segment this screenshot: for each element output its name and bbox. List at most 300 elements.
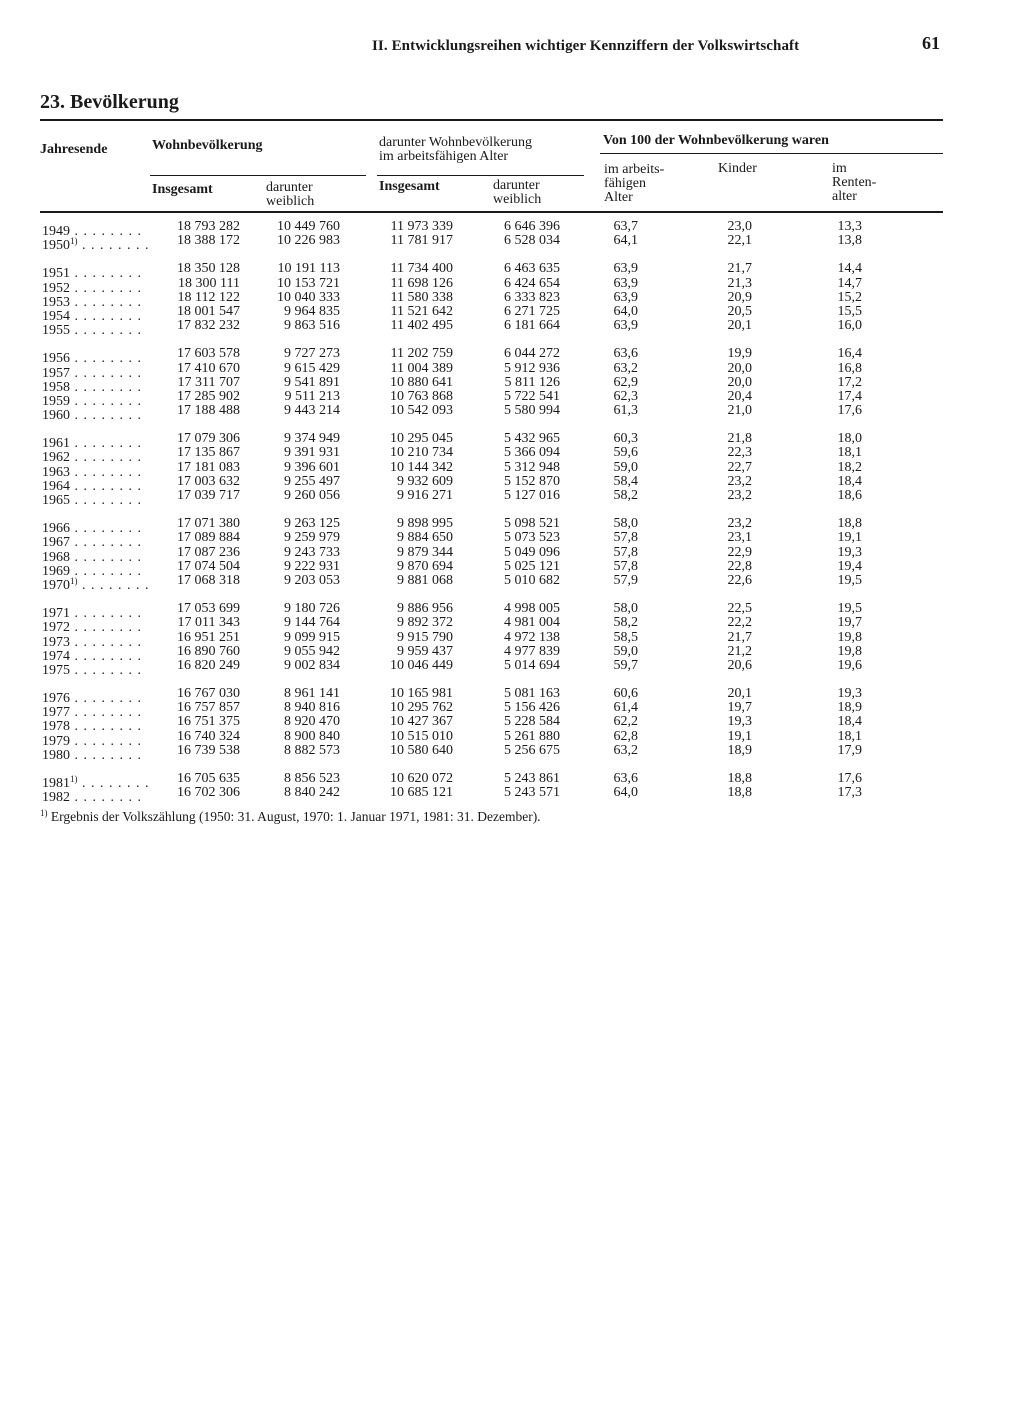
working-age-female-cell: 5 025 121 (504, 558, 560, 574)
working-age-total-cell: 9 915 790 (397, 629, 453, 645)
year-value: 1962 (42, 450, 70, 466)
pct-working-age-cell: 59,6 (613, 445, 638, 461)
population-female-cell: 8 840 242 (284, 785, 340, 801)
pct-retired-cell: 19,1 (837, 530, 862, 546)
population-total-cell: 17 071 380 (177, 516, 240, 532)
pct-working-age-cell: 64,1 (613, 233, 638, 249)
year-value: 1972 (42, 620, 70, 636)
population-total-cell: 17 311 707 (177, 374, 240, 390)
row-group (0, 516, 1024, 593)
leader-dots: . . . . . . . . (70, 705, 142, 721)
pct-retired-cell: 14,7 (837, 275, 862, 291)
pct-working-age-cell: 58,0 (613, 601, 638, 617)
year-cell (42, 234, 150, 254)
working-age-female-cell: 5 127 016 (504, 488, 560, 503)
pct-children-cell: 22,9 (727, 544, 752, 560)
pct-working-age-cell: 62,8 (613, 728, 638, 744)
working-age-total-cell: 11 781 917 (390, 233, 453, 249)
leader-dots: . . . . . . . . (70, 393, 142, 409)
population-female-cell: 9 180 726 (284, 601, 340, 617)
year-value: 1960 (42, 408, 70, 424)
leader-dots: . . . . . . . . (70, 535, 142, 551)
pct-retired-cell: 16,4 (837, 346, 862, 362)
population-total-cell: 17 074 504 (177, 558, 240, 574)
pct-retired-cell: 18,1 (837, 728, 862, 744)
working-age-female-cell: 5 432 965 (504, 431, 560, 447)
working-age-total-cell: 11 734 400 (390, 261, 453, 277)
year-value: 1977 (42, 705, 70, 721)
pct-children-cell: 19,7 (727, 700, 752, 716)
population-female-cell: 8 900 840 (284, 728, 340, 744)
year-value: 1964 (42, 478, 70, 494)
leader-dots: . . . . . . . . (70, 634, 142, 650)
working-age-female-cell: 5 256 675 (504, 742, 560, 758)
leader-dots: . . . . . . . . (70, 294, 142, 310)
population-total-cell: 17 285 902 (177, 388, 240, 404)
population-female-cell: 9 203 053 (284, 572, 340, 588)
column-header-group1-female-line2: weiblich (266, 194, 315, 209)
population-total-cell: 18 001 547 (177, 303, 240, 319)
pct-working-age-cell: 61,4 (613, 700, 638, 716)
working-age-total-cell: 9 932 609 (397, 473, 453, 489)
working-age-total-cell: 10 580 640 (390, 742, 453, 758)
working-age-female-cell: 5 014 694 (504, 657, 560, 673)
pct-working-age-cell: 59,7 (613, 657, 638, 673)
pct-working-age-cell: 58,5 (613, 629, 638, 645)
table-row (0, 742, 1024, 763)
table-row (0, 544, 1024, 565)
pct-working-age-cell: 62,9 (613, 374, 638, 390)
working-age-total-cell: 10 542 093 (390, 403, 453, 419)
rule-group1 (150, 175, 366, 176)
year-value: 1956 (42, 351, 70, 367)
table-row (0, 374, 1024, 395)
working-age-total-cell: 9 959 437 (397, 643, 453, 659)
leader-dots: . . . . . . . . (70, 351, 142, 367)
working-age-female-cell: 5 010 682 (504, 572, 560, 588)
year-value: 1974 (42, 648, 70, 664)
table-row (0, 261, 1024, 282)
leader-dots: . . . . . . . . (70, 790, 142, 806)
population-total-cell: 16 767 030 (177, 686, 240, 702)
column-header-group2-line2: im arbeitsfähigen Alter (379, 149, 509, 164)
pct-children-cell: 22,8 (727, 558, 752, 574)
footnote-text: Ergebnis der Volkszählung (1950: 31. August, 1970: 1. Januar 1971, 1981: 31. Dezember). (50, 809, 541, 824)
population-female-cell: 9 374 949 (284, 431, 340, 447)
population-female-cell: 9 243 733 (284, 544, 340, 560)
column-header-pct-retired-line1: im (832, 161, 847, 176)
working-age-female-cell: 6 424 654 (504, 275, 560, 291)
table-row (0, 303, 1024, 324)
column-header-group2-line1: darunter Wohnbevölkerung (379, 135, 532, 150)
year-value: 1975 (42, 662, 70, 678)
footnote-marker: 1) (40, 808, 48, 818)
pct-children-cell: 22,3 (727, 445, 752, 461)
pct-retired-cell: 17,9 (837, 742, 862, 758)
row-group (0, 431, 1024, 508)
population-female-cell: 9 443 214 (284, 403, 340, 419)
population-total-cell: 16 751 375 (177, 714, 240, 730)
leader-dots: . . . . . . . . (70, 493, 142, 508)
pct-working-age-cell: 63,9 (613, 289, 638, 305)
pct-working-age-cell: 58,2 (613, 488, 638, 503)
leader-dots: . . . . . . . . (70, 606, 142, 622)
pct-retired-cell: 17,3 (837, 785, 862, 801)
working-age-total-cell: 9 886 956 (397, 601, 453, 617)
working-age-female-cell: 5 081 163 (504, 686, 560, 702)
working-age-female-cell: 5 243 861 (504, 771, 560, 786)
working-age-female-cell: 6 181 664 (504, 318, 560, 334)
leader-dots: . . . . . . . . (70, 408, 142, 424)
pct-working-age-cell: 57,9 (613, 572, 638, 588)
column-header-year: Jahresende (40, 142, 108, 157)
year-value: 1979 (42, 733, 70, 749)
working-age-female-cell: 6 271 725 (504, 303, 560, 319)
pct-retired-cell: 15,2 (837, 289, 862, 305)
working-age-total-cell: 11 521 642 (390, 303, 453, 319)
pct-retired-cell: 19,6 (837, 657, 862, 673)
population-female-cell: 9 396 601 (284, 459, 340, 475)
pct-retired-cell: 18,0 (837, 431, 862, 447)
year-value: 1968 (42, 549, 70, 565)
population-female-cell: 9 391 931 (284, 445, 340, 461)
pct-working-age-cell: 62,2 (613, 714, 638, 730)
year-value: 1965 (42, 493, 70, 508)
population-total-cell: 18 300 111 (178, 275, 240, 291)
pct-retired-cell: 19,8 (837, 643, 862, 659)
page-number: 61 (922, 33, 940, 53)
table-row (0, 403, 1024, 424)
working-age-total-cell: 10 515 010 (390, 728, 453, 744)
column-header-group3: Von 100 der Wohnbevölkerung waren (603, 133, 829, 148)
column-header-group2-female-line2: weiblich (493, 192, 542, 207)
leader-dots: . . . . . . . . (70, 521, 142, 537)
table-row (0, 572, 1024, 593)
year-value: 1949 (42, 224, 70, 239)
population-female-cell: 9 222 931 (284, 558, 340, 574)
population-total-cell: 18 388 172 (177, 233, 240, 249)
working-age-female-cell: 6 463 635 (504, 261, 560, 277)
working-age-female-cell: 5 580 994 (504, 403, 560, 419)
pct-working-age-cell: 58,2 (613, 615, 638, 631)
year-value: 1961 (42, 436, 70, 452)
leader-dots: . . . . . . . . (70, 365, 142, 381)
population-total-cell: 17 181 083 (177, 459, 240, 475)
leader-dots: . . . . . . . . (70, 648, 142, 664)
pct-working-age-cell: 63,9 (613, 261, 638, 277)
working-age-female-cell: 4 998 005 (504, 601, 560, 617)
population-total-cell: 17 079 306 (177, 431, 240, 447)
pct-retired-cell: 18,9 (837, 700, 862, 716)
pct-retired-cell: 17,6 (837, 771, 862, 786)
year-value: 1959 (42, 393, 70, 409)
population-female-cell: 9 541 891 (284, 374, 340, 390)
table-row (0, 771, 1024, 791)
population-total-cell: 17 410 670 (177, 360, 240, 376)
pct-children-cell: 23,0 (727, 219, 752, 234)
pct-retired-cell: 19,3 (837, 544, 862, 560)
leader-dots: . . . . . . . . (70, 323, 142, 339)
year-cell (42, 489, 142, 508)
row-group (0, 601, 1024, 678)
leader-dots: . . . . . . . . (70, 747, 142, 763)
working-age-female-cell: 6 528 034 (504, 233, 560, 249)
working-age-total-cell: 10 046 449 (390, 657, 453, 673)
year-footnote-marker: 1) (70, 236, 78, 247)
working-age-female-cell: 5 261 880 (504, 728, 560, 744)
leader-dots: . . . . . . . . (70, 478, 142, 494)
population-female-cell: 8 856 523 (284, 771, 340, 786)
population-female-cell: 10 040 333 (277, 289, 340, 305)
pct-children-cell: 23,2 (727, 473, 752, 489)
row-group (0, 346, 1024, 424)
column-header-group1: Wohnbevölkerung (152, 138, 263, 153)
population-female-cell: 9 002 834 (284, 657, 340, 673)
table-row (0, 785, 1024, 806)
population-female-cell: 9 263 125 (284, 516, 340, 532)
pct-working-age-cell: 58,4 (613, 473, 638, 489)
table-row (0, 431, 1024, 452)
population-female-cell: 9 259 979 (284, 530, 340, 546)
leader-dots: . . . . . . . . (70, 662, 142, 678)
working-age-total-cell: 11 402 495 (390, 318, 453, 334)
table-row (0, 629, 1024, 650)
year-cell (42, 404, 142, 423)
working-age-female-cell: 5 049 096 (504, 544, 560, 560)
population-female-cell: 9 964 835 (284, 303, 340, 319)
table-row (0, 601, 1024, 622)
leader-dots: . . . . . . . . (70, 308, 142, 324)
row-group (0, 261, 1024, 339)
column-header-pct-work-line3: Alter (604, 190, 633, 205)
table-row (0, 686, 1024, 707)
year-cell (42, 319, 142, 338)
year-value: 1976 (42, 691, 70, 707)
pct-children-cell: 22,7 (727, 459, 752, 475)
leader-dots: . . . . . . . . (70, 266, 142, 282)
pct-working-age-cell: 63,2 (613, 742, 638, 758)
pct-working-age-cell: 63,9 (613, 318, 638, 334)
population-female-cell: 9 511 213 (284, 388, 340, 404)
population-female-cell: 8 920 470 (284, 714, 340, 730)
year-value: 1955 (42, 323, 70, 339)
year-value: 1982 (42, 790, 70, 806)
working-age-female-cell: 5 152 870 (504, 473, 560, 489)
population-total-cell: 17 089 884 (177, 530, 240, 546)
pct-children-cell: 19,3 (727, 714, 752, 730)
population-female-cell: 9 255 497 (284, 473, 340, 489)
pct-children-cell: 18,8 (727, 771, 752, 786)
table-row (0, 643, 1024, 664)
pct-working-age-cell: 60,6 (613, 686, 638, 702)
year-value: 1958 (42, 379, 70, 395)
table-row (0, 615, 1024, 636)
pct-retired-cell: 15,5 (837, 303, 862, 319)
year-footnote-marker: 1) (70, 575, 78, 586)
population-total-cell: 17 011 343 (177, 615, 240, 631)
working-age-total-cell: 10 295 762 (390, 700, 453, 716)
pct-retired-cell: 19,5 (837, 601, 862, 617)
working-age-female-cell: 5 366 094 (504, 445, 560, 461)
pct-retired-cell: 18,6 (837, 488, 862, 503)
working-age-female-cell: 5 156 426 (504, 700, 560, 716)
year-value: 1966 (42, 521, 70, 537)
column-header-group1-total: Insgesamt (152, 182, 213, 197)
working-age-female-cell: 5 912 936 (504, 360, 560, 376)
column-header-group1-female-line1: darunter (266, 180, 313, 195)
working-age-female-cell: 4 972 138 (504, 629, 560, 645)
pct-working-age-cell: 63,7 (613, 219, 638, 234)
population-female-cell: 9 863 516 (284, 318, 340, 334)
pct-children-cell: 20,1 (727, 318, 752, 334)
table-row (0, 473, 1024, 494)
pct-working-age-cell: 59,0 (613, 459, 638, 475)
working-age-total-cell: 11 698 126 (390, 275, 453, 291)
population-female-cell: 9 727 273 (284, 346, 340, 362)
working-age-total-cell: 11 004 389 (390, 360, 453, 376)
pct-working-age-cell: 57,8 (613, 544, 638, 560)
table-row (0, 445, 1024, 466)
population-total-cell: 16 757 857 (177, 700, 240, 716)
population-female-cell: 9 099 915 (284, 629, 340, 645)
population-female-cell: 8 940 816 (284, 700, 340, 716)
population-total-cell: 18 112 122 (177, 289, 240, 305)
working-age-total-cell: 9 881 068 (397, 572, 453, 588)
column-header-group2-total: Insgesamt (379, 179, 440, 194)
population-total-cell: 17 832 232 (177, 318, 240, 334)
population-female-cell: 10 191 113 (277, 261, 340, 277)
pct-children-cell: 21,2 (727, 643, 752, 659)
year-value: 1973 (42, 634, 70, 650)
year-value: 1957 (42, 365, 70, 381)
working-age-total-cell: 9 870 694 (397, 558, 453, 574)
population-total-cell: 16 951 251 (177, 629, 240, 645)
pct-working-age-cell: 57,8 (613, 558, 638, 574)
leader-dots: . . . . . . . . (70, 464, 142, 480)
population-female-cell: 10 449 760 (277, 219, 340, 234)
table-row (0, 346, 1024, 367)
pct-retired-cell: 19,3 (837, 686, 862, 702)
working-age-total-cell: 10 165 981 (390, 686, 453, 702)
rule-header-bottom (40, 211, 943, 213)
working-age-total-cell: 10 880 641 (390, 374, 453, 390)
table-body (0, 219, 1024, 806)
pct-retired-cell: 18,4 (837, 473, 862, 489)
year-value: 1981 (42, 776, 70, 791)
pct-working-age-cell: 63,9 (613, 275, 638, 291)
pct-retired-cell: 18,4 (837, 714, 862, 730)
column-header-pct-work-line2: fähigen (604, 176, 646, 191)
leader-dots: . . . . . . . . (70, 450, 142, 466)
table-row (0, 488, 1024, 508)
year-cell (42, 786, 142, 805)
table-row (0, 657, 1024, 678)
population-total-cell: 17 039 717 (177, 488, 240, 503)
pct-retired-cell: 19,4 (837, 558, 862, 574)
working-age-total-cell: 10 144 342 (390, 459, 453, 475)
pct-retired-cell: 13,8 (837, 233, 862, 249)
year-value: 1980 (42, 747, 70, 763)
pct-children-cell: 23,2 (727, 516, 752, 532)
working-age-total-cell: 9 898 995 (397, 516, 453, 532)
pct-working-age-cell: 59,0 (613, 643, 638, 659)
pct-children-cell: 19,1 (727, 728, 752, 744)
table-row (0, 700, 1024, 721)
pct-retired-cell: 19,7 (837, 615, 862, 631)
population-female-cell: 10 153 721 (277, 275, 340, 291)
pct-working-age-cell: 57,8 (613, 530, 638, 546)
running-head: II. Entwicklungsreihen wichtiger Kennziffern der Volkswirtschaft (372, 38, 800, 54)
working-age-female-cell: 5 073 523 (504, 530, 560, 546)
pct-working-age-cell: 64,0 (613, 303, 638, 319)
population-total-cell: 17 603 578 (177, 346, 240, 362)
year-value: 1969 (42, 563, 70, 579)
column-header-pct-retired-line2: Renten- (832, 175, 877, 190)
working-age-female-cell: 6 646 396 (504, 219, 560, 234)
leader-dots: . . . . . . . . (70, 549, 142, 565)
pct-retired-cell: 17,2 (837, 374, 862, 390)
rule-group3 (600, 153, 943, 154)
population-female-cell: 9 260 056 (284, 488, 340, 503)
pct-children-cell: 20,9 (727, 289, 752, 305)
population-total-cell: 16 740 324 (177, 728, 240, 744)
pct-children-cell: 18,9 (727, 742, 752, 758)
pct-retired-cell: 13,3 (837, 219, 862, 234)
population-total-cell: 18 350 128 (177, 261, 240, 277)
population-total-cell: 17 068 318 (177, 572, 240, 588)
working-age-female-cell: 5 312 948 (504, 459, 560, 475)
pct-children-cell: 22,2 (727, 615, 752, 631)
leader-dots: . . . . . . . . (70, 379, 142, 395)
working-age-total-cell: 10 763 868 (390, 388, 453, 404)
pct-working-age-cell: 63,6 (613, 771, 638, 786)
year-footnote-marker: 1) (70, 774, 78, 784)
population-total-cell: 18 793 282 (177, 219, 240, 234)
pct-working-age-cell: 58,0 (613, 516, 638, 532)
rule-top (40, 119, 943, 121)
column-header-pct-retired-line3: alter (832, 189, 857, 204)
pct-children-cell: 23,2 (727, 488, 752, 503)
pct-working-age-cell: 63,6 (613, 346, 638, 362)
row-group (0, 219, 1024, 254)
working-age-total-cell: 11 580 338 (390, 289, 453, 305)
leader-dots: . . . . . . . . (70, 436, 142, 452)
working-age-total-cell: 10 210 734 (390, 445, 453, 461)
pct-children-cell: 21,7 (727, 629, 752, 645)
leader-dots: . . . . . . . . (70, 563, 142, 579)
pct-working-age-cell: 62,3 (613, 388, 638, 404)
pct-working-age-cell: 61,3 (613, 403, 638, 419)
rule-group2 (377, 175, 584, 176)
column-header-pct-work-line1: im arbeits- (604, 162, 665, 177)
working-age-total-cell: 9 916 271 (397, 488, 453, 503)
pct-children-cell: 22,5 (727, 601, 752, 617)
table-row (0, 728, 1024, 749)
pct-working-age-cell: 60,3 (613, 431, 638, 447)
year-value: 1954 (42, 308, 70, 324)
column-header-pct-children: Kinder (718, 161, 757, 176)
pct-children-cell: 20,5 (727, 303, 752, 319)
pct-retired-cell: 16,8 (837, 360, 862, 376)
pct-children-cell: 21,7 (727, 261, 752, 277)
working-age-female-cell: 5 722 541 (504, 388, 560, 404)
population-female-cell: 9 055 942 (284, 643, 340, 659)
population-total-cell: 16 705 635 (177, 771, 240, 786)
table-row (0, 219, 1024, 239)
table-row (0, 388, 1024, 409)
year-value: 1950 (42, 238, 70, 254)
working-age-female-cell: 4 977 839 (504, 643, 560, 659)
